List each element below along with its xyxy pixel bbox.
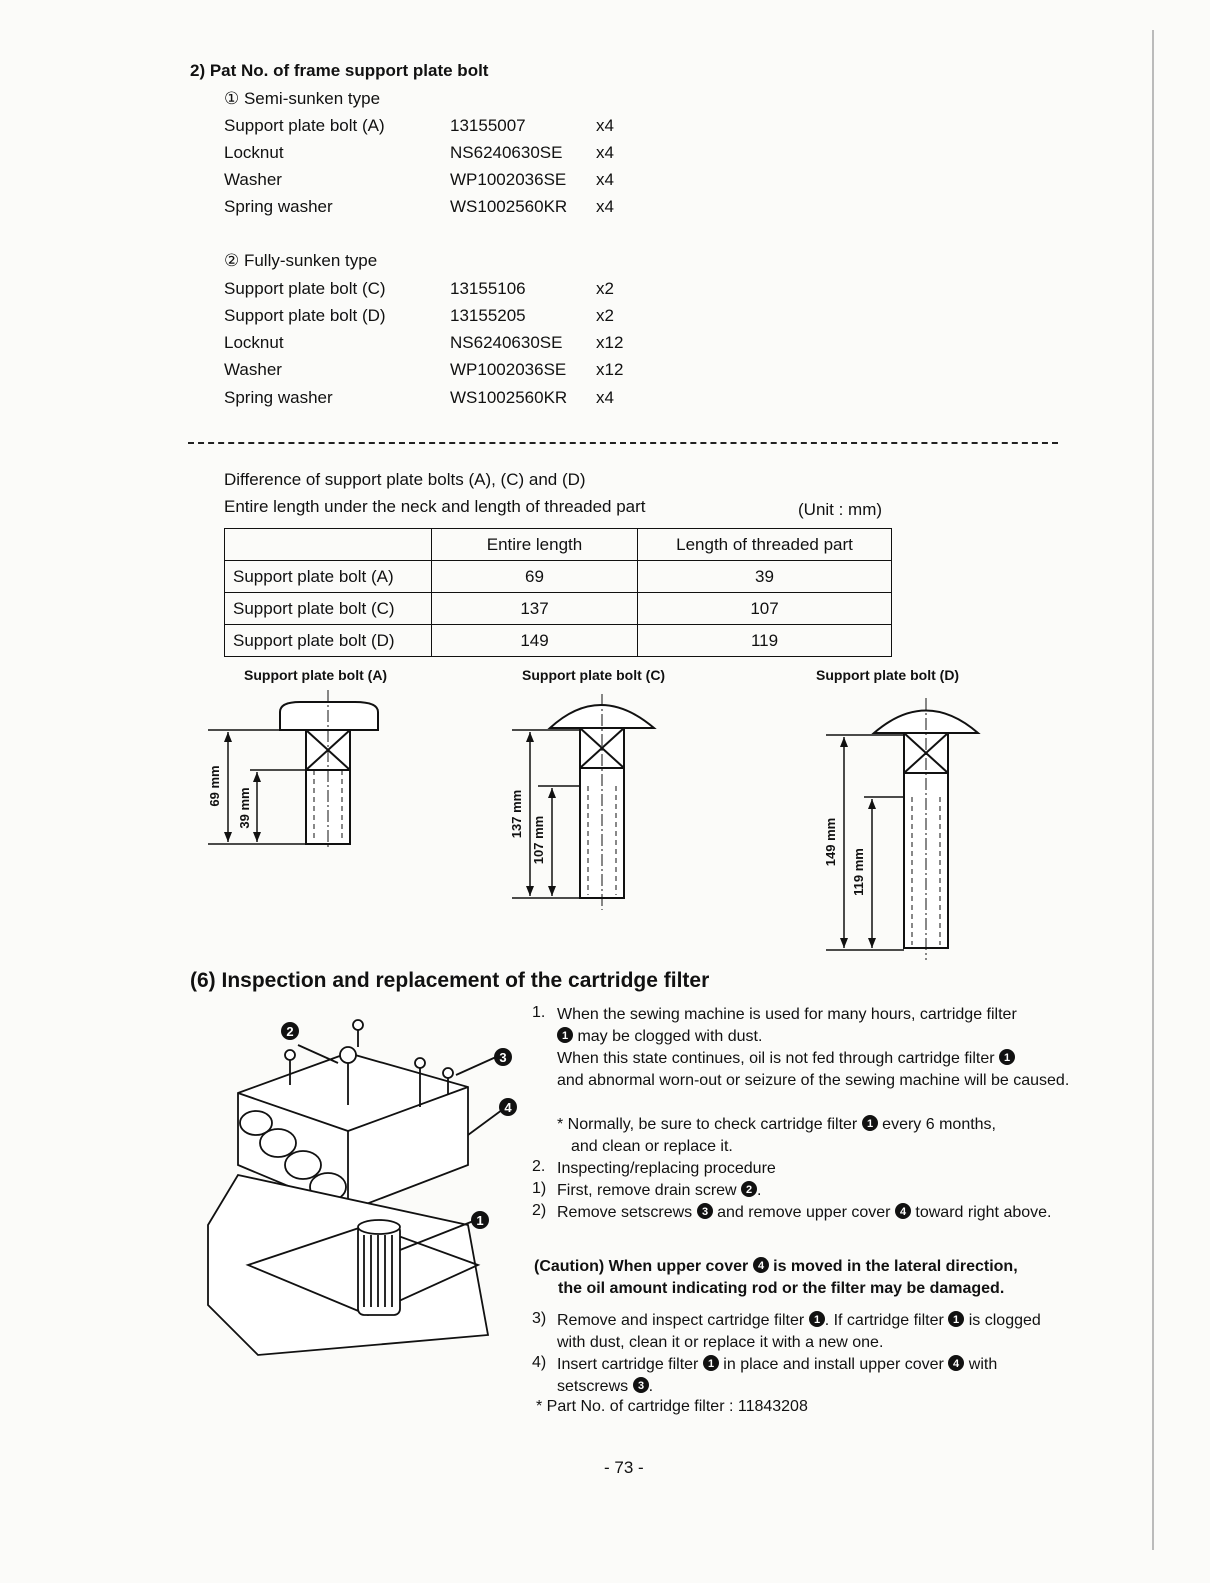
svg-text:3: 3 bbox=[637, 1380, 644, 1392]
table-cell: Support plate bolt (A) bbox=[225, 561, 432, 593]
substep-1-text: First, remove drain screw 2 . bbox=[557, 1182, 762, 1199]
svg-text:4: 4 bbox=[953, 1358, 960, 1370]
substep-2-number: 2) bbox=[532, 1202, 547, 1219]
table-cell: 39 bbox=[638, 561, 892, 593]
page-number: - 73 - bbox=[604, 1458, 644, 1477]
svg-text:4: 4 bbox=[757, 1260, 764, 1272]
callout-1-icon bbox=[703, 1355, 719, 1371]
table-cell: Support plate bolt (D) bbox=[225, 625, 432, 657]
callout-3-icon bbox=[633, 1377, 649, 1393]
fully-sunken-heading: ② Fully-sunken type bbox=[224, 251, 378, 270]
svg-text:3: 3 bbox=[499, 1050, 507, 1065]
svg-text:4: 4 bbox=[899, 1206, 907, 1218]
table-cell: Support plate bolt (C) bbox=[225, 593, 432, 625]
bolt-c-label: Support plate bolt (C) bbox=[522, 667, 666, 683]
dashed-divider bbox=[188, 442, 1058, 444]
svg-text:1: 1 bbox=[1003, 1052, 1011, 1064]
semi-sunken-heading: ① Semi-sunken type bbox=[224, 89, 381, 108]
substep-4-number: 4) bbox=[532, 1354, 547, 1371]
callout-1-icon bbox=[999, 1049, 1015, 1065]
bolt-a-label: Support plate bolt (A) bbox=[244, 667, 388, 683]
svg-text:1: 1 bbox=[707, 1358, 714, 1370]
parts-title: 2) Pat No. of frame support plate bolt bbox=[190, 61, 489, 80]
unit-label: (Unit : mm) bbox=[798, 500, 883, 519]
table-header-cell: Length of threaded part bbox=[638, 529, 892, 561]
callout-4-icon bbox=[753, 1257, 769, 1273]
svg-text:1: 1 bbox=[476, 1213, 484, 1228]
step-2-number: 2. bbox=[532, 1158, 546, 1175]
callout-3-icon bbox=[494, 1048, 512, 1066]
callout-1-icon bbox=[471, 1211, 489, 1229]
bolt-c-drawing bbox=[512, 694, 654, 910]
caution-text: (Caution) When upper cover 4 is moved in the lateral direction, the oil amount indicating rod or the filter may be damaged. bbox=[534, 1258, 1018, 1297]
dim-c-thread: 107 mm bbox=[531, 815, 546, 865]
svg-text:1: 1 bbox=[866, 1118, 873, 1130]
cartridge-filter-illustration bbox=[198, 1015, 523, 1365]
table-row bbox=[225, 561, 892, 593]
bolt-length-table bbox=[224, 528, 892, 657]
table-row bbox=[225, 625, 892, 657]
callout-3-icon bbox=[697, 1203, 713, 1219]
page-edge-line bbox=[1152, 30, 1154, 1550]
bolt-d-label: Support plate bolt (D) bbox=[816, 667, 960, 683]
difference-line1: Difference of support plate bolts (A), (C) and (D) bbox=[224, 470, 586, 489]
svg-text:2: 2 bbox=[745, 1184, 753, 1196]
table-cell: 119 bbox=[638, 625, 892, 657]
callout-2-icon bbox=[741, 1181, 757, 1197]
callout-2-icon bbox=[281, 1022, 299, 1040]
section-title: (6) Inspection and replacement of the cartridge filter bbox=[190, 969, 710, 992]
table-row bbox=[225, 593, 892, 625]
table-cell: 149 bbox=[432, 625, 638, 657]
table-header-cell bbox=[225, 529, 432, 561]
dim-d-thread: 119 mm bbox=[851, 848, 866, 896]
callout-4-icon bbox=[895, 1203, 911, 1219]
substep-1-number: 1) bbox=[532, 1180, 547, 1197]
svg-text:1: 1 bbox=[813, 1314, 820, 1326]
svg-text:3: 3 bbox=[701, 1206, 708, 1218]
substep-4-text: Insert cartridge filter 1 in place and install upper cover 4 with setscrews 3 . bbox=[557, 1356, 998, 1395]
callout-1-icon bbox=[862, 1115, 878, 1131]
svg-text:1: 1 bbox=[561, 1030, 569, 1042]
step-2-text: Inspecting/replacing procedure bbox=[557, 1160, 776, 1177]
table-header-cell: Entire length bbox=[432, 529, 638, 561]
dim-a-entire: 69 mm bbox=[207, 765, 222, 807]
svg-text:1: 1 bbox=[953, 1314, 960, 1326]
substep-3-number: 3) bbox=[532, 1310, 547, 1327]
bolt-a-drawing bbox=[208, 690, 378, 848]
part-number-note: * Part No. of cartridge filter : 11843208 bbox=[536, 1398, 808, 1415]
callout-1-icon bbox=[809, 1311, 825, 1327]
callout-4-icon bbox=[499, 1098, 517, 1116]
table-cell: 107 bbox=[638, 593, 892, 625]
bolt-diagrams bbox=[200, 690, 1000, 965]
substep-3-text: Remove and inspect cartridge filter 1 . If cartridge filter 1 is clogged with dust, clean it or replace it with a new one. bbox=[557, 1312, 1041, 1351]
step-1-text: When the sewing machine is used for many hours, cartridge filter 1 may be clogged with dust. When this state continues, oil is not fed through cartridge filter 1 and abnormal worn-out or seizure of the sewing machine will be caused. bbox=[557, 1006, 1070, 1089]
dim-c-entire: 137 mm bbox=[509, 789, 524, 839]
callout-1-icon bbox=[557, 1027, 573, 1043]
dim-a-thread: 39 mm bbox=[237, 787, 252, 829]
step-1-number: 1. bbox=[532, 1004, 546, 1021]
svg-text:4: 4 bbox=[504, 1100, 512, 1115]
table-header-row bbox=[225, 529, 892, 561]
callout-4-icon bbox=[948, 1355, 964, 1371]
table-cell: 137 bbox=[432, 593, 638, 625]
note-text: * Normally, be sure to check cartridge filter 1 every 6 months, and clean or replace it. bbox=[557, 1116, 996, 1155]
bolt-d-drawing bbox=[826, 698, 978, 960]
table-cell: 69 bbox=[432, 561, 638, 593]
svg-text:2: 2 bbox=[286, 1024, 294, 1039]
substep-2-text: Remove setscrews 3 and remove upper cover 4 toward right above. bbox=[557, 1204, 1052, 1221]
difference-line2: Entire length under the neck and length of threaded part bbox=[224, 497, 646, 516]
dim-d-entire: 149 mm bbox=[823, 817, 838, 867]
callout-1-icon bbox=[948, 1311, 964, 1327]
